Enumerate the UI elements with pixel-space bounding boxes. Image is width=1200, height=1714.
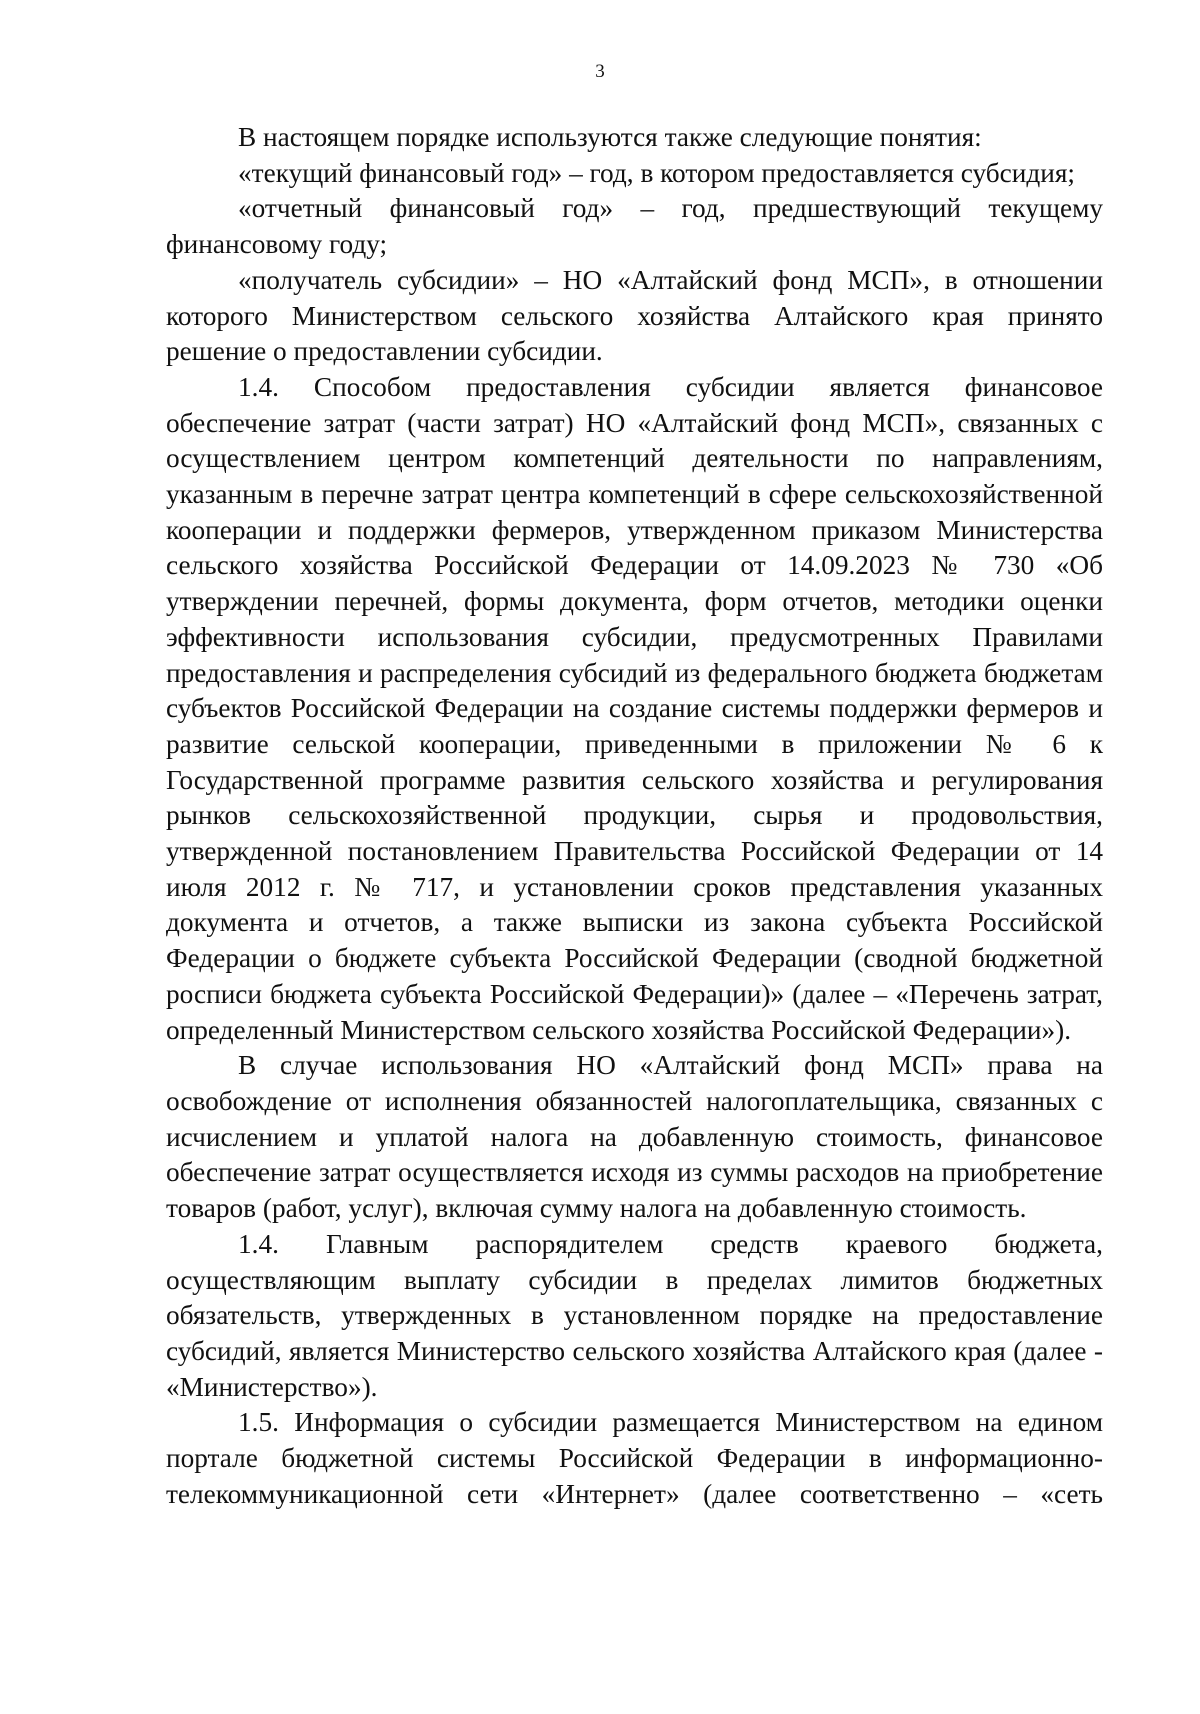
paragraph-1-5-information: 1.5. Информация о субсидии размещается Министерством на едином портале бюджетной системы Российской Федерации в информационно-телекоммуникационной сети «Интернет» (далее соответственно – «сеть: [166, 1407, 1103, 1509]
paragraph-reporting-year: «отчетный финансовый год» – год, предшествующий текущему финансовому году;: [166, 193, 1103, 260]
document-body: [166, 120, 1103, 1512]
paragraph-1-4-main-manager: 1.4. Главным распорядителем средств краевого бюджета, осуществляющим выплату субсидии в пределах лимитов бюджетных обязательств, утвержденных в установленном порядке на предоставление субсидий, является Министерство сельского хозяйства Алтайского края (далее - «Министерство»).: [166, 1228, 1103, 1402]
paragraph-vat: В случае использования НО «Алтайский фонд МСП» права на освобождение от исполнения обязанностей налогоплательщика, связанных с исчислением и уплатой налога на добавленную стоимость, финансовое обеспечение затрат осуществляется исходя из суммы расходов на приобретение товаров (работ, услуг), включая сумму налога на добавленную стоимость.: [166, 1050, 1103, 1224]
paragraph-1-4-method: 1.4. Способом предоставления субсидии является финансовое обеспечение затрат (части затрат) НО «Алтайский фонд МСП», связанных с осуществлением центром компетенций деятельности по направлениям, указанным в перечне затрат центра компетенций в сфере сельскохозяйственной кооперации и поддержки фермеров, утвержденном приказом Министерства сельского хозяйства Российской Федерации от 14.09.2023 № 730 «Об утверждении перечней, формы документа, форм отчетов, методики оценки эффективности использования субсидии, предусмотренных Правилами предоставления и распределения субсидий из федерального бюджета бюджетам субъектов Российской Федерации на создание системы поддержки фермеров и развитие сельской кооперации, приведенными в приложении № 6 к Государственной программе развития сельского хозяйства и регулирования рынков сельскохозяйственной продукции, сырья и продовольствия, утвержденной постановлением Правительства Российской Федерации от 14 июля 2012 г. № 717, и установлении сроков представления указанных документа и отчетов, а также выписки из закона субъекта Российской Федерации о бюджете субъекта Российской Федерации (сводной бюджетной росписи бюджета субъекта Российской Федерации)» (далее – «Перечень затрат, определенный Министерством сельского хозяйства Российской Федерации»).: [166, 371, 1103, 1045]
page-number: 3: [595, 61, 605, 82]
paragraph-current-year: «текущий финансовый год» – год, в котором предоставляется субсидия;: [238, 157, 1076, 188]
paragraph-recipient: «получатель субсидии» – НО «Алтайский фонд МСП», в отношении которого Министерством сельского хозяйства Алтайского края принято решение о предоставлении субсидии.: [166, 264, 1103, 367]
paragraph-definitions-intro: В настоящем порядке используются также следующие понятия:: [238, 122, 982, 152]
